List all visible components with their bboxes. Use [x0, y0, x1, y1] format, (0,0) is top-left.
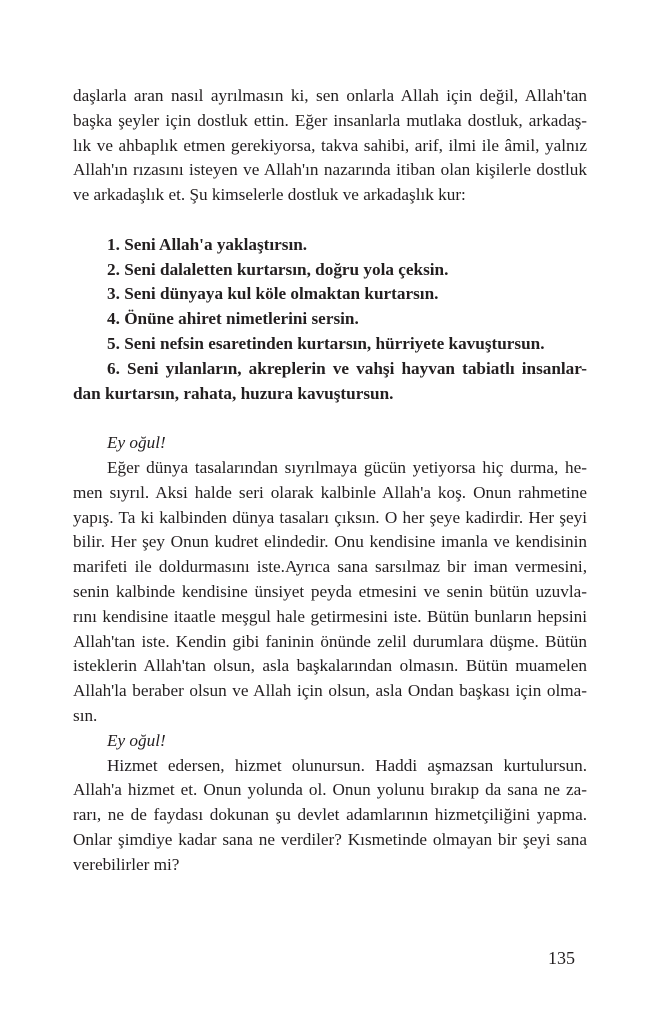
text-line: Onlar şimdiye kadar sana ne verdiler? Kısmetinde olmayan bir şeyi sana [73, 829, 587, 849]
text-line: senin kalbinde kendisine ünsiyet peyda etmesini ve senin bütün uzuvla- [73, 581, 587, 601]
text-line: yapış. Ta ki kalbinden dünya tasaları çıksın. O her şeye kadirdir. Her şeyi [73, 507, 587, 527]
text-line: men sıyrıl. Aksi halde seri olarak kalbinle Allah'a koş. Onun rahmetine [73, 482, 587, 502]
text-line: marifeti ile doldurmasını iste.Ayrıca sana sarsılmaz bir iman vermesini, [73, 557, 587, 577]
text-line: sın. [73, 705, 98, 725]
text-line: Allah'la beraber olsun ve Allah için olsun, asla Ondan başkası için olma- [73, 681, 587, 701]
text-line: başka şeyler için dostluk ettin. Eğer insanlarla mutlaka dostluk, arkadaş- [73, 110, 587, 130]
text-line: rarı, ne de faydası dokunan şu devlet adamlarının hizmetçiliğini yapma. [73, 805, 587, 825]
page-number: 135 [548, 948, 575, 968]
spacer [73, 208, 587, 233]
text-line: isteklerin Allah'tan olsun, asla başkalarından olmasın. Bütün muamelen [73, 656, 587, 676]
text-line: verebilirler mi? [73, 854, 180, 874]
list-item: 1. Seni Allah'a yaklaştırsın. [107, 234, 308, 254]
text-line: Hizmet edersen, hizmet olunursun. Haddi aşmazsan kurtulursun. [107, 755, 587, 775]
list-item: 2. Seni dalaletten kurtarsın, doğru yola çeksin. [107, 259, 449, 279]
section-1 [73, 431, 587, 729]
text-line: bilir. Her şey Onun kudret elindedir. Onu kendisine imanla ve kendisinin [73, 532, 587, 552]
section-heading: Ey oğul! [107, 730, 166, 750]
text-line: daşlarla aran nasıl ayrılmasın ki, sen onlarla Allah için değil, Allah'tan [73, 86, 587, 105]
list-item: 3. Seni dünyaya kul köle olmaktan kurtarsın. [107, 284, 439, 304]
text-line: lık ve ahbaplık etmen gerekiyorsa, takva sahibi, arif, ilmi ile âmil, yalnız [73, 135, 587, 155]
section-2 [73, 729, 587, 878]
list-item-continuation: dan kurtarsın, rahata, huzura kavuştursun. [73, 383, 394, 403]
text-line: ve arkadaşlık et. Şu kimselerle dostluk ve arkadaşlık kur: [73, 185, 466, 205]
numbered-list [73, 233, 587, 407]
intro-paragraph [73, 84, 587, 208]
section-heading: Ey oğul! [107, 433, 166, 453]
spacer [73, 406, 587, 431]
text-line: rını kendisine itaatle meşgul hale getirmesini iste. Bütün bunların hepsini [73, 606, 587, 626]
text-line: Eğer dünya tasalarından sıyrılmaya gücün yetiyorsa hiç durma, he- [107, 457, 587, 477]
list-item: 5. Seni nefsin esaretinden kurtarsın, hürriyete kavuştursun. [107, 333, 545, 353]
text-line: Allah'ın rızasını isteyen ve Allah'ın nazarında itiban olan kişilerle dostluk [73, 160, 587, 180]
text-line: Allah'a hizmet et. Onun yolunda ol. Onun yolunu bırakıp da sana ne za- [73, 780, 587, 800]
text-line: Allah'tan iste. Kendin gibi faninin önünde zelil durumlara düşme. Bütün [73, 631, 587, 651]
list-item: 4. Önüne ahiret nimetlerini sersin. [107, 309, 359, 329]
list-item: 6. Seni yılanların, akreplerin ve vahşi hayvan tabiatlı insanlar- [107, 358, 587, 378]
book-page-body [73, 84, 587, 878]
